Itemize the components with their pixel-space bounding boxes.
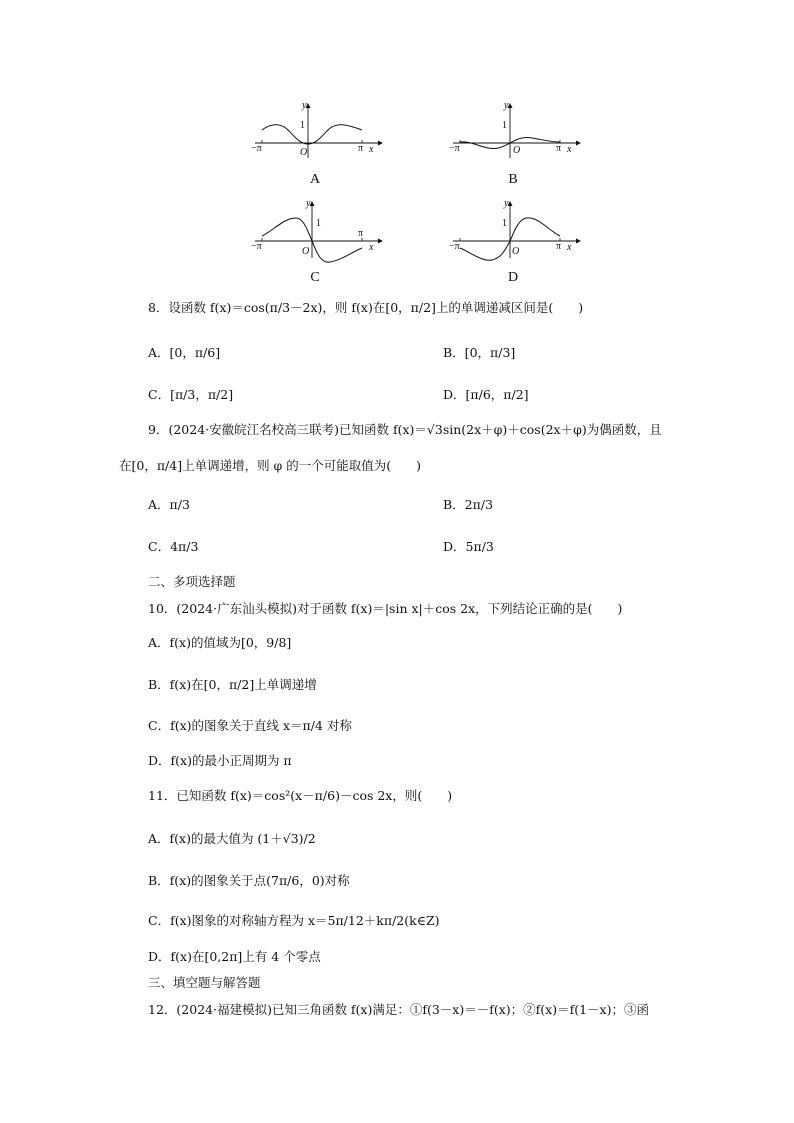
q9-option-d: D．5π/3	[443, 539, 494, 554]
q10-option-b: B．f(x)在[0，π/2]上单调递增	[148, 677, 317, 692]
tick-pi-label: π	[556, 143, 562, 154]
q8-option-d: D．[π/6，π/2]	[443, 387, 529, 402]
q11-option-b: B．f(x)的图象关于点(7π/6，0)对称	[148, 873, 350, 888]
graph-caption: D	[507, 270, 519, 285]
q8-option-c: C．[π/3，π/2]	[148, 387, 234, 402]
origin-label: O	[300, 147, 308, 158]
tick-one-label: 1	[316, 218, 321, 229]
question-8-stem: 8．设函数 f(x)＝cos(π/3－2x)，则 f(x)在[0，π/2]上的单调递减区间是( )	[148, 300, 584, 315]
q11-option-a: A．f(x)的最大值为 (1＋√3)/2	[148, 831, 316, 846]
q11-option-c: C．f(x)图象的对称轴方程为 x＝5π/12＋kπ/2(k∈Z)	[148, 913, 440, 928]
question-9-stem-cont: 在[0，π/4]上单调递增，则 φ 的一个可能取值为( )	[119, 458, 422, 473]
y-axis-label: y	[306, 198, 311, 209]
question-10-stem: 10．(2024·广东汕头模拟)对于函数 f(x)＝|sin x|＋cos 2x，下列结论正确的是( )	[148, 601, 623, 616]
y-axis-label: y	[504, 100, 509, 111]
x-axis-label: x	[567, 144, 572, 155]
question-11-stem: 11．已知函数 f(x)＝cos²(x－π/6)－cos 2x，则( )	[148, 788, 453, 803]
y-axis-label: y	[504, 198, 509, 209]
origin-label: O	[513, 145, 521, 156]
x-axis-label: x	[369, 242, 374, 253]
y-axis-label: y	[302, 100, 307, 111]
x-axis-label: x	[567, 242, 572, 253]
section-heading: 二、多项选择题	[148, 574, 236, 589]
q10-option-a: A．f(x)的值域为[0，9/8]	[148, 635, 292, 650]
question-9-stem: 9．(2024·安徽皖江名校高三联考)已知函数 f(x)＝√3sin(2x＋φ)＋cos(2x＋φ)为偶函数，且	[148, 422, 662, 437]
origin-label: O	[512, 246, 520, 257]
tick-neg-pi-label: −π	[251, 143, 262, 154]
section-heading: 三、填空题与解答题	[148, 975, 261, 990]
q9-option-c: C．4π/3	[148, 539, 199, 554]
tick-neg-pi-label: −π	[251, 241, 262, 252]
q11-option-d: D．f(x)在[0,2π]上有 4 个零点	[148, 949, 321, 964]
tick-neg-pi-label: −π	[449, 241, 460, 252]
x-axis-label: x	[369, 144, 374, 155]
graph-caption: B	[508, 172, 518, 187]
tick-pi-label: π	[556, 241, 562, 252]
q10-option-d: D．f(x)的最小正周期为 π	[148, 753, 292, 768]
q9-option-b: B．2π/3	[443, 497, 494, 512]
tick-pi-label: π	[358, 143, 364, 154]
graph-a	[250, 100, 385, 162]
q8-option-b: B．[0，π/3]	[443, 345, 516, 360]
graph-d	[448, 198, 583, 262]
tick-one-label: 1	[502, 218, 507, 229]
origin-label: O	[302, 246, 310, 257]
graph-c	[250, 198, 385, 262]
tick-one-label: 1	[300, 120, 305, 131]
graph-caption: C	[310, 270, 320, 285]
q8-option-a: A．[0，π/6]	[148, 345, 221, 360]
graph-caption: A	[309, 172, 321, 187]
tick-pi-label: π	[358, 228, 364, 239]
question-12-stem: 12．(2024·福建模拟)已知三角函数 f(x)满足：①f(3－x)＝－f(x)；②f(x)＝f(1－x)；③函	[148, 1002, 649, 1017]
q10-option-c: C．f(x)的图象关于直线 x＝π/4 对称	[148, 718, 352, 733]
tick-one-label: 1	[502, 120, 507, 131]
q9-option-a: A．π/3	[148, 497, 190, 512]
tick-neg-pi-label: −π	[449, 143, 460, 154]
graph-b	[448, 100, 583, 162]
